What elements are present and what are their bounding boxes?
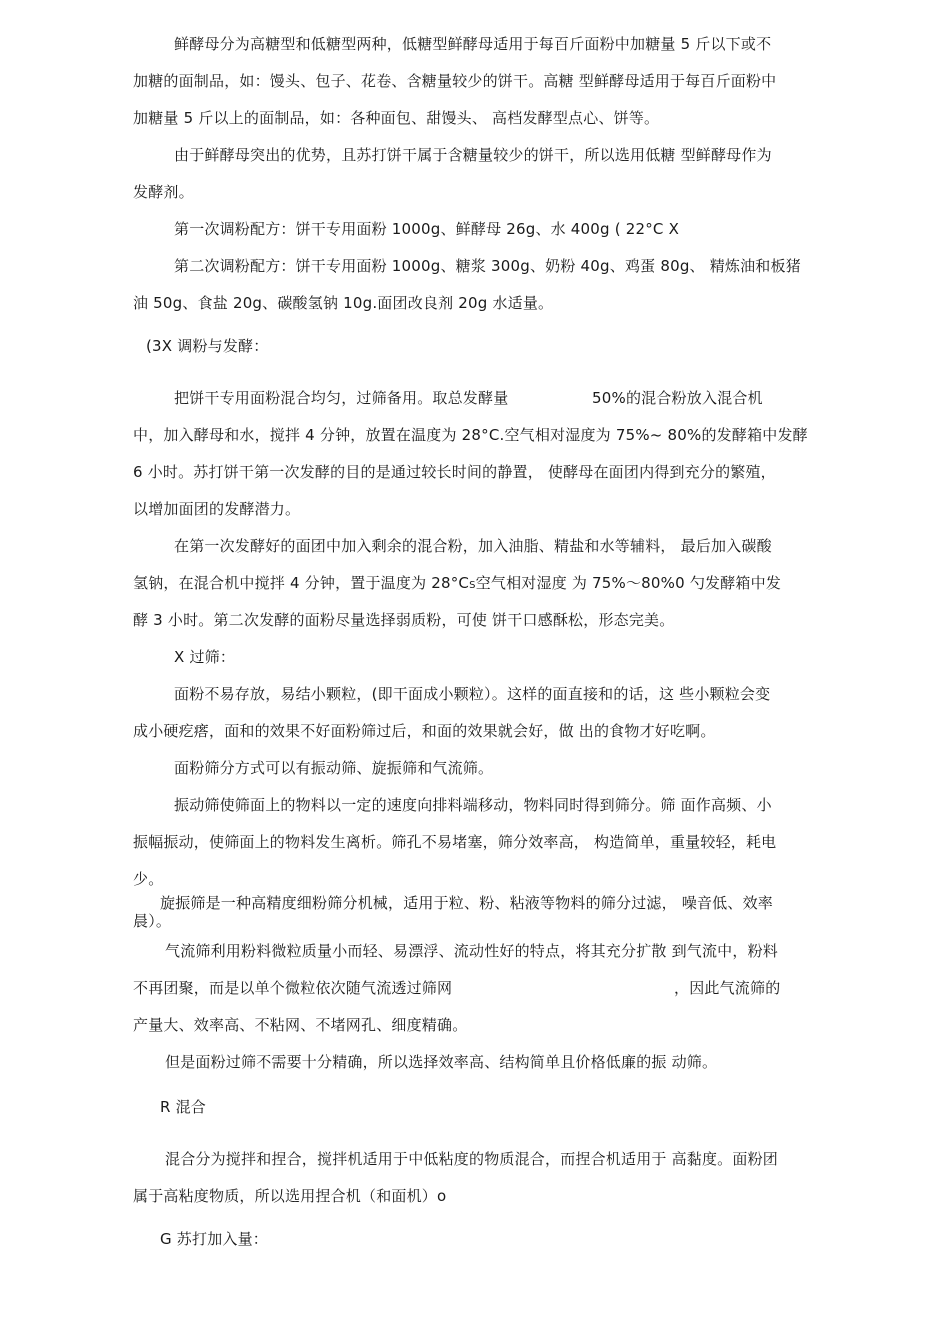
text-line: 加糖的面制品，如：馒头、包子、花卷、含糖量较少的饼干。高糖 型鲜酵母适用于每百斤面粉中 (133, 72, 777, 90)
text-line: 混合分为搅拌和捏合，搅拌机适用于中低粘度的物质混合，而捏合机适用于 高黏度。面粉团 (165, 1150, 778, 1168)
text-line: 在第一次发酵好的面团中加入剩余的混合粉，加入油脂、精盐和水等辅料， 最后加入碳酸 (174, 537, 772, 555)
text-line: 成小硬疙瘩，面和的效果不好面粉筛过后，和面的效果就会好，做 出的食物才好吃啊。 (133, 722, 716, 740)
section-heading: G 苏打加入量： (160, 1230, 268, 1248)
text-line: 酵 3 小时。第二次发酵的面粉尽量选择弱质粉，可使 饼干口感酥松，形态完美。 (133, 611, 675, 629)
text-line: 中，加入酵母和水，搅拌 4 分钟，放置在温度为 28°C.空气相对湿度为 75%~ 80%的发酵箱中发酵 (133, 426, 808, 444)
text-line: 属于高粘度物质，所以选用捏合机（和面机）o (133, 1187, 447, 1205)
text-line: 鲜酵母分为高糖型和低糖型两种，低糖型鲜酵母适用于每百斤面粉中加糖量 5 斤以下或不 (174, 35, 772, 53)
text-line: 由于鲜酵母突出的优势，且苏打饼干属于含糖量较少的饼干，所以选用低糖 型鲜酵母作为 (174, 146, 772, 164)
text-line: 加糖量 5 斤以上的面制品，如：各种面包、甜馒头、 高档发酵型点心、饼等。 (133, 109, 660, 127)
subscript: S (469, 580, 476, 591)
text-line: 产量大、效率高、不粘网、不堵网孔、细度精确。 (133, 1016, 468, 1034)
text-line: 把饼干专用面粉混合均匀，过筛备用。取总发酵量 (174, 389, 509, 407)
text-fragment: 空气相对湿度 为 75%～80%0 勺发酵箱中发 (475, 574, 782, 592)
text-line: 第二次调粉配方：饼干专用面粉 1000g、糖浆 300g、奶粉 40g、鸡蛋 80g、 精炼油和板猪 (174, 257, 801, 275)
text-line: 气流筛利用粉料微粒质量小而轻、易漂浮、流动性好的特点，将其充分扩散 到气流中，粉料 (165, 942, 778, 960)
text-line: 面粉不易存放，易结小颗粒，(即干面成小颗粒）。这样的面直接和的话，这 些小颗粒会变 (174, 685, 771, 703)
text-line (133, 573, 781, 596)
text-fragment: 氢钠，在混合机中搅拌 4 分钟，置于温度为 28°C (133, 574, 470, 592)
text-line: 6 小时。苏打饼干第一次发酵的目的是通过较长时间的静置， 使酵母在面团内得到充分的繁殖， (133, 463, 776, 481)
section-heading: X 过筛： (174, 648, 236, 666)
text-line: ，因此气流筛的 (674, 979, 781, 997)
section-heading: R 混合 (160, 1098, 206, 1116)
text-line: 面粉筛分方式可以有振动筛、旋振筛和气流筛。 (174, 759, 494, 777)
section-heading: (3X 调粉与发酵： (146, 337, 269, 355)
text-line: 不再团聚，而是以单个微粒依次随气流透过筛网 (133, 979, 453, 997)
text-line: 以增加面团的发酵潜力。 (133, 500, 301, 518)
text-line: 50%的混合粉放入混合机 (592, 389, 763, 407)
text-line: 旋振筛是一种高精度细粉筛分机械，适用于粒、粉、粘液等物料的筛分过滤， 噪音低、效率 (160, 894, 773, 912)
text-line: 油 50g、食盐 20g、碳酸氢钠 10g.面团改良剂 20g 水适量。 (133, 294, 554, 312)
text-line: 发酵剂。 (133, 183, 194, 201)
text-line: 振动筛使筛面上的物料以一定的速度向排料端移动，物料同时得到筛分。筛 面作高频、小 (174, 796, 772, 814)
text-line: 晨）。 (133, 912, 172, 930)
text-line: 少。 (133, 870, 164, 888)
text-line: 但是面粉过筛不需要十分精确，所以选择效率高、结构简单且价格低廉的振 动筛。 (165, 1053, 718, 1071)
text-line: 振幅振动，使筛面上的物料发生离析。筛孔不易堵塞，筛分效率高， 构造简单，重量较轻，耗电 (133, 833, 777, 851)
text-line: 第一次调粉配方：饼干专用面粉 1000g、鲜酵母 26g、水 400g ( 22°C X (174, 220, 680, 238)
